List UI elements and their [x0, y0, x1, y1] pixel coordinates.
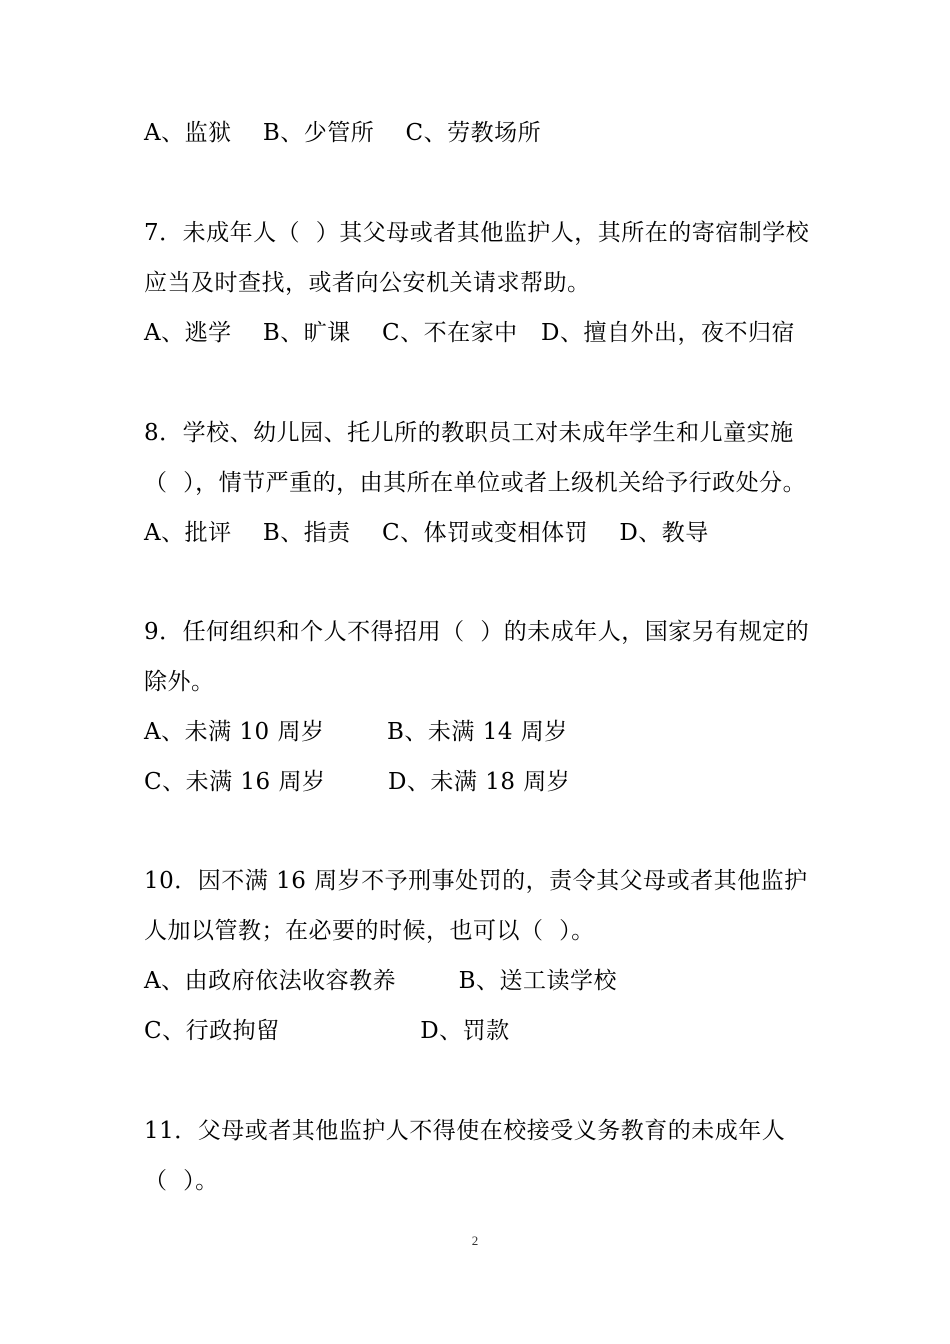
question-7-options: A、逃学 B、旷课 C、不在家中 D、擅自外出，夜不归宿: [144, 320, 795, 346]
question-9-options-line-1: A、未满 10 周岁 B、未满 14 周岁: [144, 719, 568, 745]
question-11-stem-line-1: 11．父母或者其他监护人不得使在校接受义务教育的未成年人: [144, 1118, 786, 1144]
question-8-stem-line-2: （ ），情节严重的，由其所在单位或者上级机关给予行政处分。: [144, 470, 807, 496]
question-10-options-line-2: C、行政拘留 D、罚款: [144, 1018, 510, 1044]
question-9-stem-line-1: 9．任何组织和个人不得招用（ ）的未成年人，国家另有规定的: [144, 619, 810, 645]
question-10-stem-line-1: 10．因不满 16 周岁不予刑事处罚的，责令其父母或者其他监护: [144, 868, 808, 894]
question-7-stem-line-2: 应当及时查找，或者向公安机关请求帮助。: [144, 270, 591, 296]
question-8-stem-line-1: 8．学校、幼儿园、托儿所的教职员工对未成年学生和儿童实施: [144, 420, 794, 446]
question-8-options: A、批评 B、指责 C、体罚或变相体罚 D、教导: [144, 520, 709, 546]
question-9-stem-line-2: 除外。: [144, 669, 215, 695]
question-10-options-line-1: A、由政府依法收容教养 B、送工读学校: [144, 968, 617, 994]
question-7-stem-line-1: 7．未成年人（ ）其父母或者其他监护人，其所在的寄宿制学校: [144, 220, 810, 246]
page-number: 2: [471, 1233, 479, 1248]
question-9-options-line-2: C、未满 16 周岁 D、未满 18 周岁: [144, 769, 571, 795]
question-6-options: A、监狱 B、少管所 C、劳教场所: [144, 120, 542, 146]
question-11-stem-line-2: （ ）。: [144, 1168, 219, 1194]
question-10-stem-line-2: 人加以管教；在必要的时候，也可以（ ）。: [144, 918, 595, 944]
